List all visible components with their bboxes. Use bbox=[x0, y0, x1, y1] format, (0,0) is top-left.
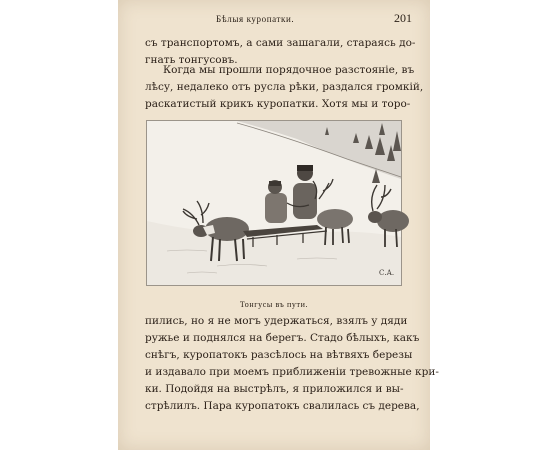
illustration-signature: С.А. bbox=[379, 269, 395, 277]
text-line: стрѣлилъ. Пара куропатокъ свалилась съ дерева, bbox=[145, 400, 420, 412]
text-line: гнать тонгусовъ. bbox=[145, 54, 238, 66]
illustration-drawing bbox=[147, 121, 401, 285]
text-line: съ транспортомъ, а сами зашагали, стараясь до- bbox=[145, 37, 416, 49]
page-header bbox=[118, 11, 430, 30]
text-line: пились, но я не могъ удержаться, взялъ у дяди bbox=[145, 315, 408, 327]
text-line: и издавало при моемъ приближеніи тревожные кри- bbox=[145, 366, 439, 378]
page-number: 201 bbox=[394, 11, 412, 25]
illustration-reindeer-sledges bbox=[146, 120, 402, 286]
text-line: ружье и поднялся на берегъ. Стадо бѣлыхъ, какъ bbox=[145, 332, 420, 344]
book-page bbox=[118, 0, 439, 450]
text-line: Когда мы прошли порядочное разстояніе, въ bbox=[163, 64, 415, 76]
paragraph-3 bbox=[145, 313, 439, 415]
text-line: лѣсу, недалеко отъ русла рѣки, раздался громкій, bbox=[145, 81, 424, 93]
text-line: снѣгъ, куропатокъ разсѣлось на вѣтвяхъ березы bbox=[145, 349, 413, 361]
text-line: ки. Подойдя на выстрѣлъ, я приложился и вы- bbox=[145, 383, 404, 395]
running-head: Бѣлыя куропатки. bbox=[216, 14, 295, 24]
text-line: раскатистый крикъ куропатки. Хотя мы и торо- bbox=[145, 98, 411, 110]
paragraph-2 bbox=[145, 62, 424, 113]
figure-caption: Тонгусы въ пути. bbox=[239, 300, 309, 309]
